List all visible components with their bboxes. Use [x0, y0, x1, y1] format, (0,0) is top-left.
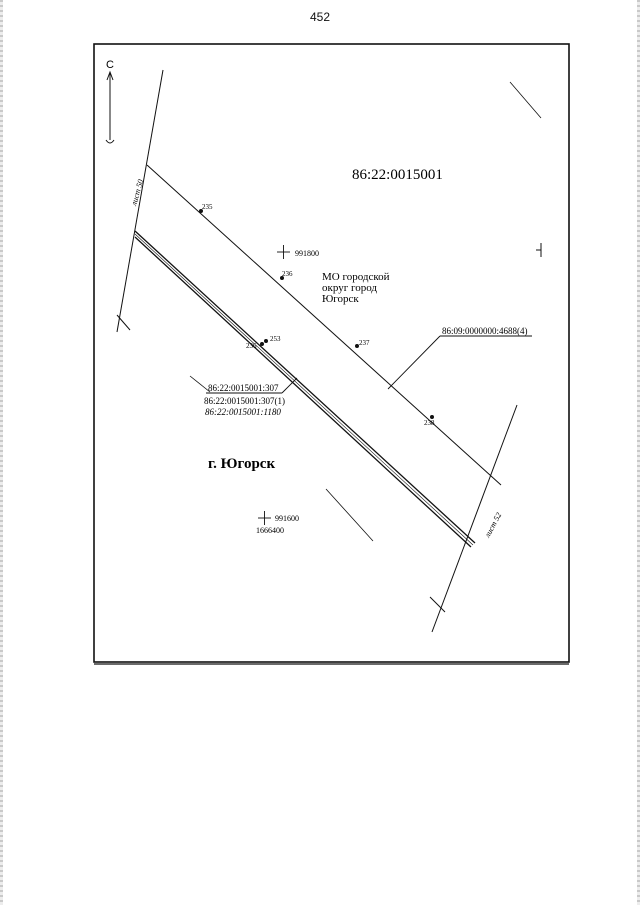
parcel-label-1180: 86:22:0015001:1180	[205, 407, 281, 417]
hatch-line-top-right	[510, 82, 541, 118]
edge-mark-right	[536, 243, 541, 257]
grid-cross-upper	[277, 245, 290, 259]
grid-label-lower-x: 991600	[275, 514, 299, 523]
grid-cross-lower	[258, 511, 271, 525]
city-label: г. Югорск	[208, 456, 276, 472]
road-line-inner	[135, 237, 471, 547]
boundary-point-236b	[260, 342, 264, 346]
page-number: 452	[309, 10, 331, 24]
north-arrow-icon	[106, 72, 114, 143]
road-line-center	[135, 234, 473, 545]
point-label-235: 235	[202, 203, 213, 211]
boundary-point-253	[264, 339, 268, 343]
quarter-boundary	[147, 165, 501, 485]
parcel-label-307-part: 86:22:0015001:307(1)	[204, 396, 285, 406]
hatch-line-bottom	[326, 489, 373, 541]
point-label-253: 253	[270, 335, 281, 343]
municipality-label-line2: округ город	[322, 282, 377, 294]
municipality-label-line1: МО городской	[322, 271, 390, 283]
parcel-label-307: 86:22:0015001:307	[208, 383, 279, 393]
sheet-label-left: лист 50	[129, 178, 146, 207]
parcel-label-4688: 86:09:0000000:4688(4)	[442, 326, 528, 336]
map-frame	[94, 44, 569, 662]
grid-label-lower-y: 1666400	[256, 526, 284, 535]
point-label-236b: 236	[246, 342, 257, 350]
quarter-number-label: 86:22:0015001	[352, 167, 443, 183]
sheet-boundary-left	[117, 70, 163, 332]
sheet-label-right: лист 52	[482, 511, 504, 539]
north-arrow-label: С	[106, 59, 114, 71]
point-label-237: 237	[359, 339, 370, 347]
road-line-outer	[135, 231, 475, 543]
point-label-238: 238	[424, 419, 435, 427]
grid-label-upper: 991800	[295, 249, 319, 258]
municipality-label-line3: Югорск	[322, 293, 359, 305]
leader-4688-diagonal	[388, 336, 440, 389]
sheet-boundary-right	[432, 405, 517, 632]
hatch-line-mid	[190, 376, 210, 392]
point-label-236: 236	[282, 270, 293, 278]
